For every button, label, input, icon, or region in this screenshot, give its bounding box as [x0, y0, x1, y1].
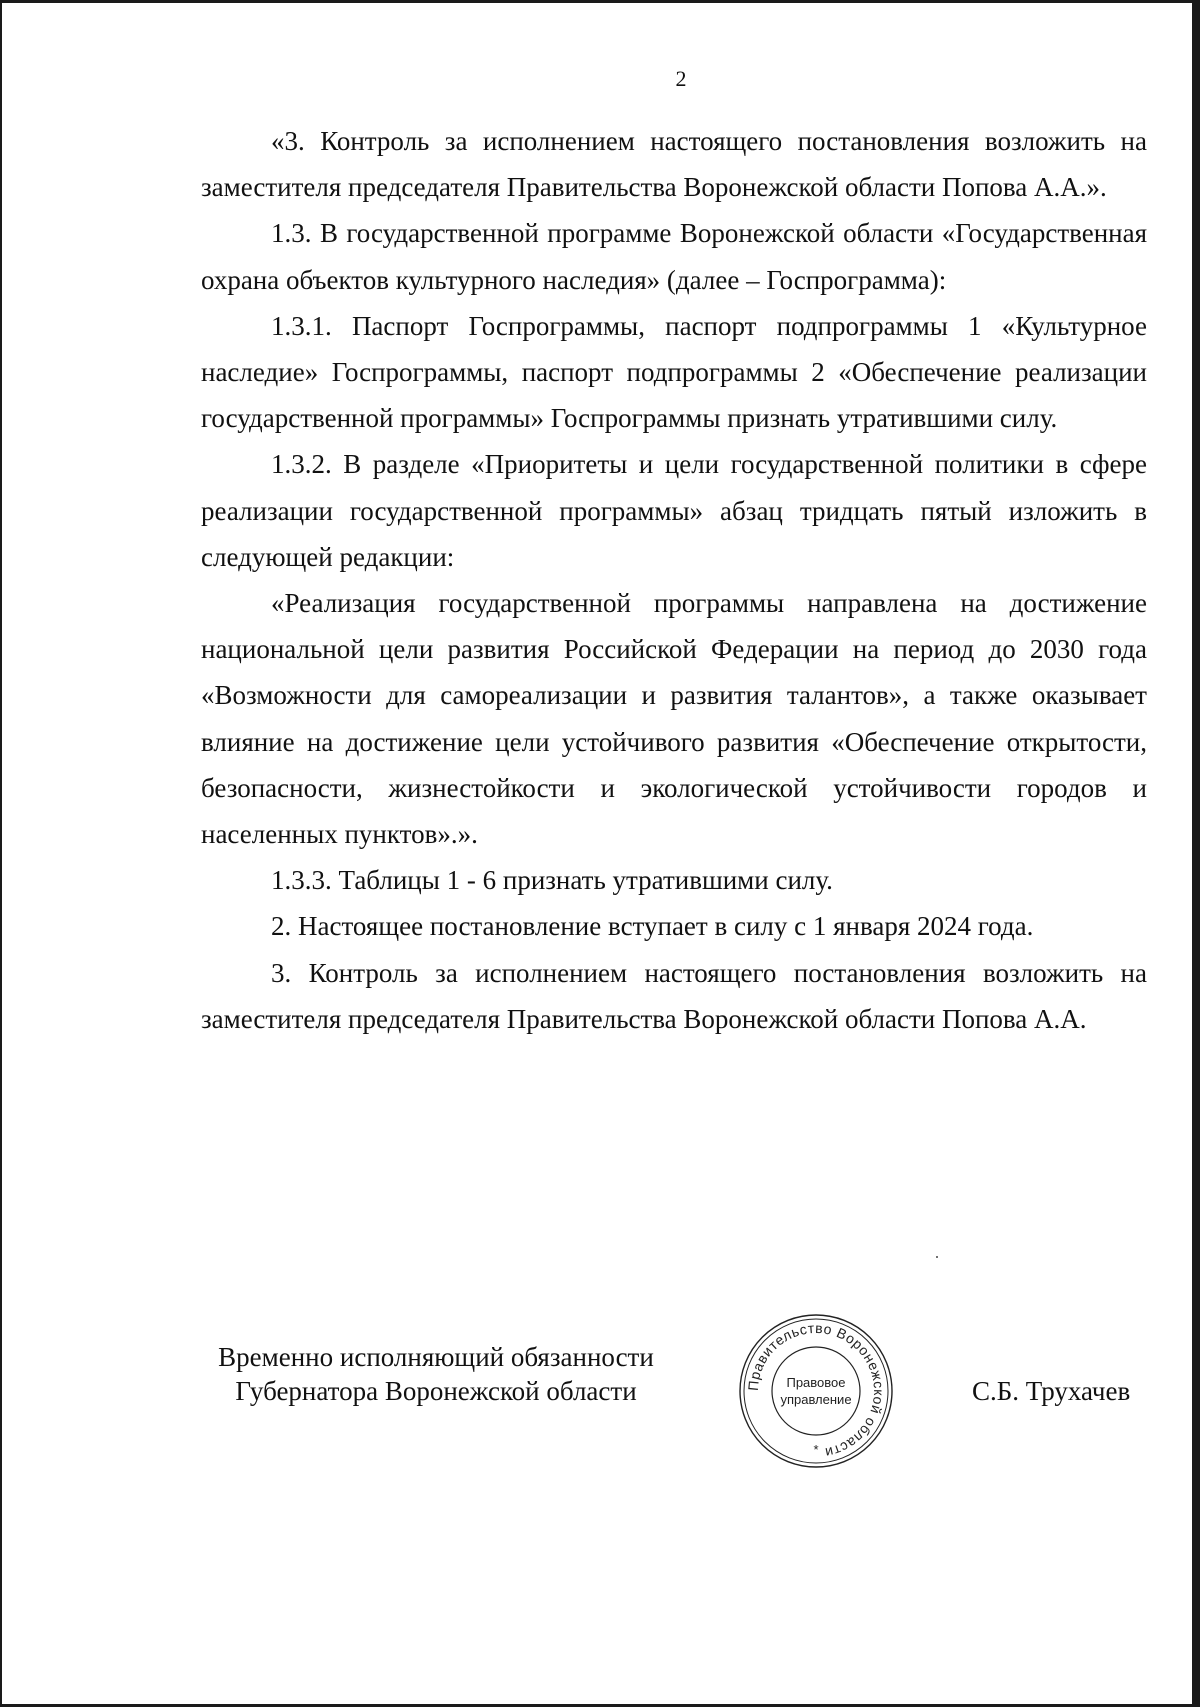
scan-speck — [936, 1256, 938, 1258]
paragraph-new-wording: «Реализация государственной программы направлена на достижение национальной цели развития Российской Федерации на период до 2030 года «Возможности для самореализации и развития талантов», а также оказывает влияние на достижение цели устойчивого развития «Обеспечение открытости, безопасности, жизнестойкости и экологической устойчивости городов и населенных пунктов».». — [201, 588, 1147, 850]
seal-inner-line1: Правовое — [786, 1375, 846, 1390]
signatory-position-line2: Губернатора Воронежской области — [235, 1376, 637, 1406]
paragraph-1-3-3: 1.3.3. Таблицы 1 - 6 признать утратившими силу. — [271, 865, 833, 896]
paragraph-1-3-2: 1.3.2. В разделе «Приоритеты и цели государственной политики в сфере реализации государственной программы» абзац тридцать пятый изложить в следующей редакции: — [201, 449, 1147, 572]
seal-inner-line2: управление — [780, 1392, 852, 1407]
scan-border-top — [0, 0, 1200, 3]
document-body — [201, 118, 1147, 1042]
paragraph-1-3-1: 1.3.1. Паспорт Госпрограммы, паспорт подпрограммы 1 «Культурное наследие» Госпрограммы, паспорт подпрограммы 2 «Обеспечение реализации государственной программы» Госпрограммы признать утратившими силу. — [201, 310, 1147, 434]
seal-inner-ring — [772, 1347, 860, 1435]
seal-star: * — [813, 1442, 819, 1457]
paragraph-3: 3. Контроль за исполнением настоящего постановления возложить на заместителя председателя Правительства Воронежской области Попова А.А. — [201, 957, 1147, 1034]
seal-outer-text: Правительство Воронежской области — [744, 1319, 888, 1462]
page-number: 2 — [675, 66, 687, 91]
signatory-position-line1: Временно исполняющий обязанности — [218, 1342, 654, 1372]
paragraph-1-3: 1.3. В государственной программе Воронежской области «Государственная охрана объектов культурного наследия» (далее – Госпрограмма): — [201, 218, 1147, 295]
paragraph-control-quote: «3. Контроль за исполнением настоящего постановления возложить на заместителя председателя Правительства Воронежской области Попова А.А.». — [201, 126, 1147, 203]
signatory-name: С.Б. Трухачев — [972, 1376, 1131, 1406]
signatory-position — [196, 1340, 676, 1408]
scan-border-left — [0, 0, 2, 1707]
paragraph-2: 2. Настоящее постановление вступает в силу с 1 января 2024 года. — [271, 911, 1034, 942]
scan-border-right — [1192, 0, 1200, 1707]
official-seal — [736, 1311, 896, 1471]
